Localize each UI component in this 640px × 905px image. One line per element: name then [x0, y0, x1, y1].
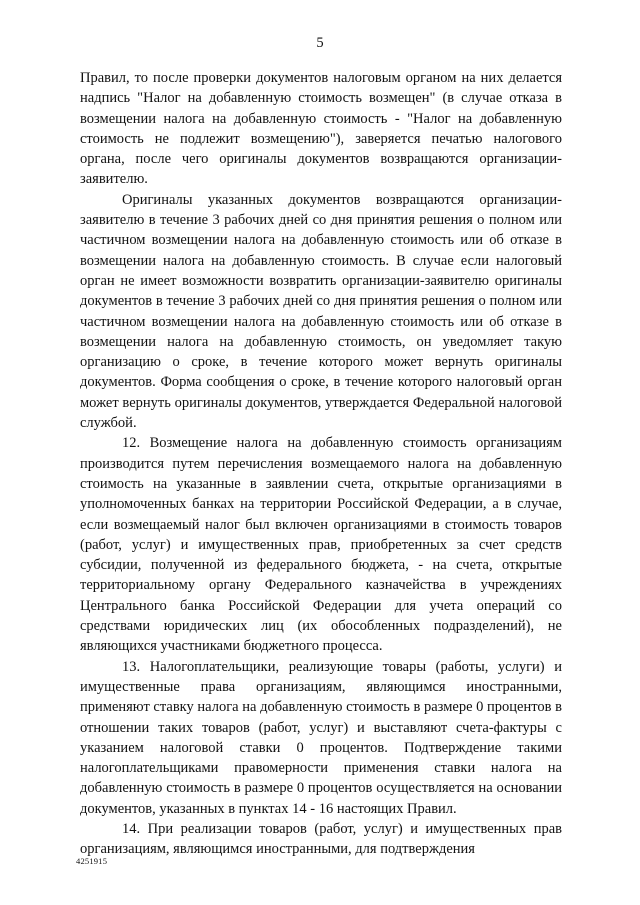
- paragraph-item-12: 12. Возмещение налога на добавленную стоимость организациям производится путем перечисления возмещаемого налога на добавленную стоимость на указанные в заявлении счета, открытые организациями в уполномоченных банках на территории Российской Федерации, а в случае, если возмещаемый налог был включен организациями в стоимость товаров (работ, услуг) и имущественных прав, приобретенных за счет средств субсидии, полученной из федерального бюджета, - на счета, открытые территориальному органу Федерального казначейства в учреждениях Центрального банка Российской Федерации для учета операций со средствами юридических лиц (их обособленных подразделений), не являющихся участниками бюджетного процесса.: [80, 435, 562, 655]
- paragraph-item-13: 13. Налогоплательщики, реализующие товары (работы, услуги) и имущественные права организациям, являющимся иностранными, применяют ставку налога на добавленную стоимость в размере 0 процентов в отношении таких товаров (работ, услуг) и выставляют счета-фактуры с указанием налоговой ставки 0 процентов. Подтверждение такими налогоплательщиками правомерности применения ставки налога на добавленную стоимость в размере 0 процентов осуществляется на основании документов, указанных в пунктах 14 - 16 настоящих Правил.: [80, 658, 562, 817]
- document-body: [80, 68, 562, 860]
- document-code: 4251915: [76, 856, 108, 866]
- paragraph-item-14: 14. При реализации товаров (работ, услуг) и имущественных прав организациям, являющимся иностранными, для подтверждения: [80, 820, 562, 858]
- paragraph-originals-return: Оригиналы указанных документов возвращаются организации-заявителю в течение 3 рабочих дней со дня принятия решения о полном или частичном возмещении налога на добавленную стоимость или об отказе в возмещении налога на добавленную стоимость. В случае если налоговый орган не имеет возможности возвратить организации-заявителю оригиналы документов в течение 3 рабочих дней со дня принятия решения о полном или частичном возмещении налога на добавленную стоимость или об отказе в возмещении налога на добавленную стоимость, он уведомляет такую организацию о сроке, в течение которого может вернуть оригиналы документов. Форма сообщения о сроке, в течение которого налоговый орган может вернуть оригиналы документов, утверждается Федеральной налоговой службой.: [80, 191, 562, 432]
- paragraph-continuation: Правил, то после проверки документов налоговым органом на них делается надпись "Налог на добавленную стоимость возмещен" (в случае отказа в возмещении налога на добавленную стоимость - "Налог на добавленную стоимость не подлежит возмещению"), заверяется печатью налогового органа, после чего оригиналы документов возвращаются организации-заявителю.: [80, 70, 562, 188]
- page-number: 5: [316, 35, 324, 51]
